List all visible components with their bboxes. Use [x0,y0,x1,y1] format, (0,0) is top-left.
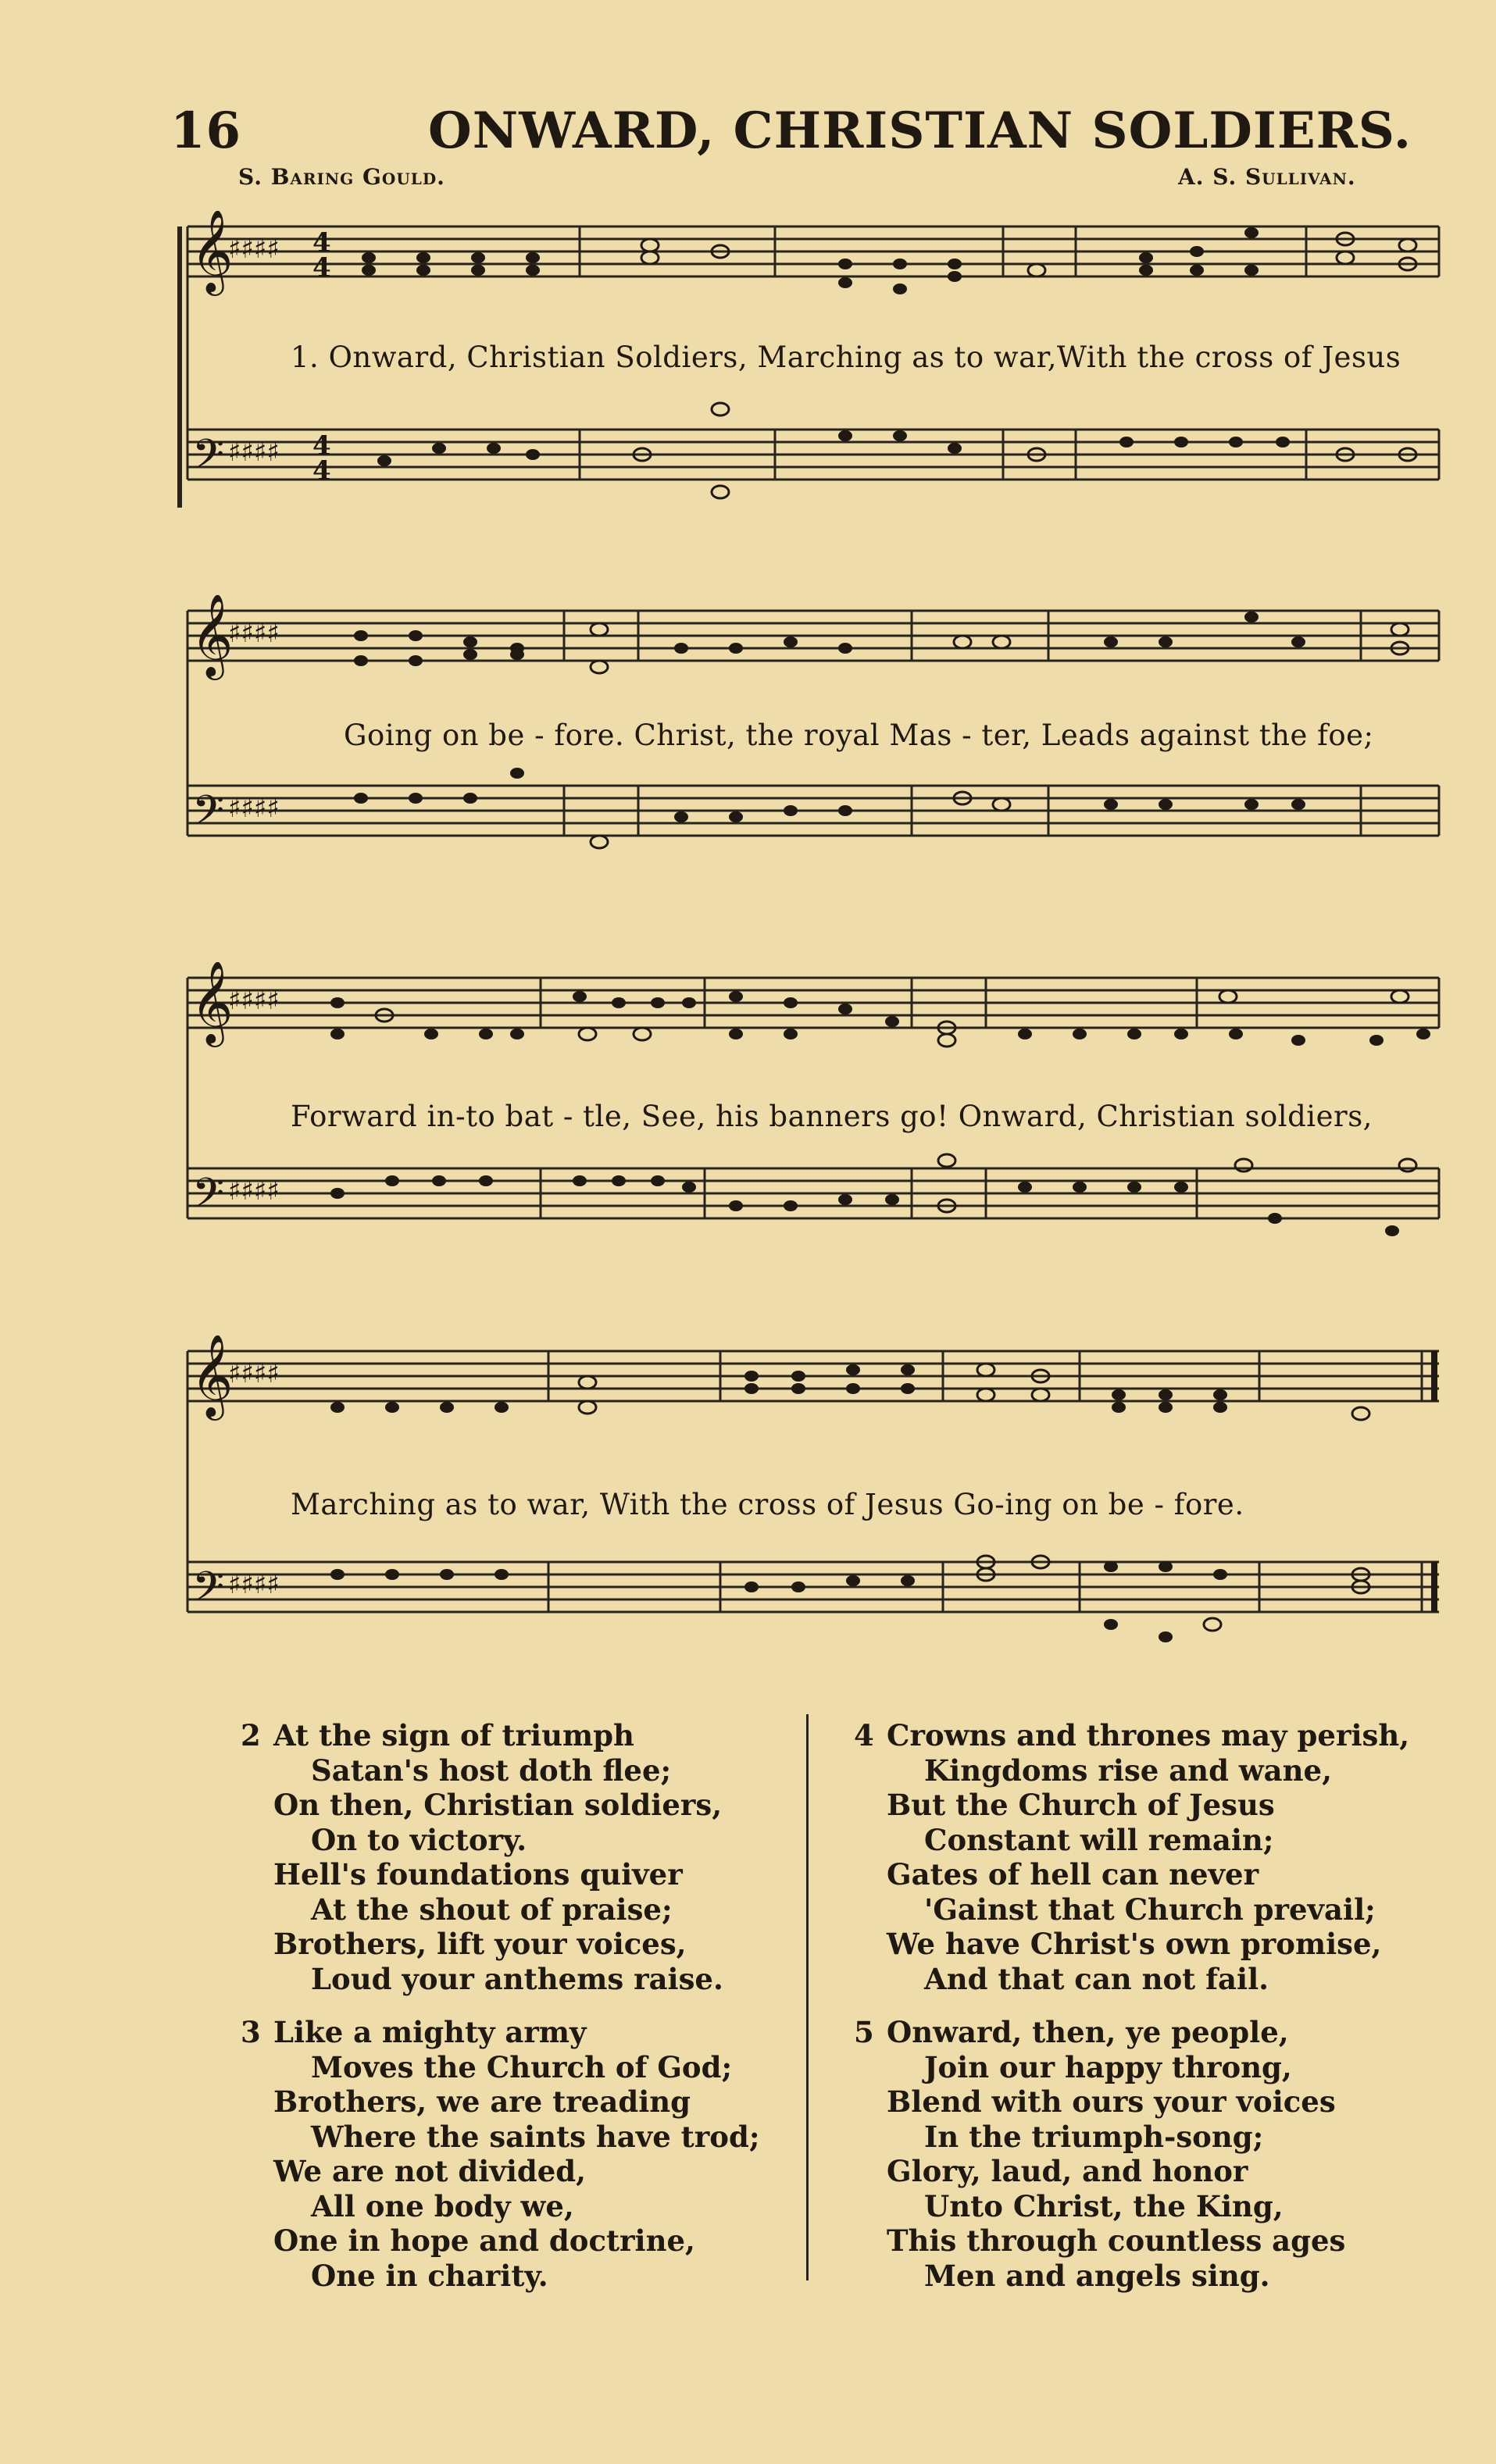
stanza-line: We have Christ's own promise, [887,1927,1382,1961]
stanza-line: At the sign of triumph [273,1718,634,1753]
lyric-line-4: Marching as to war, With the cross of Jesus Go-ing on be - fore. [291,1488,1244,1521]
svg-text:4: 4 [312,252,331,283]
stanza-line: Onward, then, ye people, [887,2015,1289,2049]
svg-text:♯♯♯♯: ♯♯♯♯ [228,1358,280,1389]
svg-text:4: 4 [312,430,331,462]
stanza-line: And that can not fail. [924,1961,1269,1996]
svg-text:𝄢: 𝄢 [192,431,225,489]
stanza-line: One in hope and doctrine, [273,2223,695,2258]
stanza-line: Blend with ours your voices [887,2084,1336,2119]
svg-text:♯♯♯♯: ♯♯♯♯ [228,437,280,468]
stanza-line: Join our happy throng, [924,2049,1292,2084]
lyric-line-1: 1. Onward, Christian Soldiers, Marching as to war,With the cross of Jesus [291,341,1401,374]
page-number: 16 [170,102,242,160]
stanza-line: Loud your anthems raise. [311,1961,723,1996]
svg-text:𝄢: 𝄢 [192,1170,225,1228]
svg-text:𝄞: 𝄞 [191,211,234,292]
stanza-line: On then, Christian soldiers, [273,1788,723,1822]
stanza-line: Men and angels sing. [924,2258,1270,2293]
stanza-line: Moves the Church of God; [311,2049,733,2084]
stanza-4 [854,1718,1410,1996]
stanza-line: Glory, laud, and honor [887,2154,1248,2188]
svg-text:4: 4 [312,227,331,259]
stanza-line: Like a mighty army [273,2015,587,2049]
svg-text:𝄞: 𝄞 [191,1335,234,1417]
stanza-2 [241,1718,723,1996]
stanza-line: Kingdoms rise and wane, [924,1753,1332,1788]
svg-text:♯♯♯♯: ♯♯♯♯ [228,1569,280,1600]
column-divider [806,1714,809,2280]
stanza-line: Where the saints have trod; [311,2119,760,2154]
stanza-line: But the Church of Jesus [887,1788,1275,1822]
stanza-line: Constant will remain; [924,1822,1274,1857]
stanza-line: This through countless ages [887,2223,1346,2258]
stanza-line: On to victory. [311,1822,527,1857]
stanza-line: Crowns and thrones may perish, [887,1718,1410,1753]
svg-text:𝄞: 𝄞 [191,595,234,676]
svg-text:♯♯♯♯: ♯♯♯♯ [228,234,280,265]
svg-text:♯♯♯♯: ♯♯♯♯ [228,618,280,649]
stanza-line: 'Gainst that Church prevail; [924,1892,1376,1927]
svg-text:♯♯♯♯: ♯♯♯♯ [228,985,280,1016]
stanza-3 [241,2015,760,2293]
svg-text:𝄞: 𝄞 [191,962,234,1043]
stanza-line: Unto Christ, the King, [924,2188,1284,2223]
stanza-line: In the triumph-song; [924,2119,1264,2154]
stanza-line: We are not divided, [273,2154,587,2188]
stanza-line: Gates of hell can never [887,1857,1259,1892]
stanza-number: 5 [854,2015,874,2049]
stanza-number: 4 [854,1718,874,1753]
stanza-5 [854,2015,1346,2293]
svg-text:𝄢: 𝄢 [192,1564,225,1621]
stanza-line: Hell's foundations quiver [273,1857,683,1892]
svg-text:4: 4 [312,455,331,487]
svg-text:♯♯♯♯: ♯♯♯♯ [228,1175,280,1207]
stanza-line: At the shout of praise; [311,1892,673,1927]
hymn-title: ONWARD, CHRISTIAN SOLDIERS. [428,102,1412,160]
lyric-line-2: Going on be - fore. Christ, the royal Mas - ter, Leads against the foe; [344,719,1374,752]
stanza-number: 2 [241,1718,261,1753]
composer-credit: A. S. Sullivan. [1178,164,1356,190]
stanza-line: All one body we, [311,2188,574,2223]
lyric-line-3: Forward in-to bat - tle, See, his banners go! Onward, Christian soldiers, [291,1100,1373,1133]
lyricist-credit: S. Baring Gould. [238,164,445,190]
svg-text:𝄢: 𝄢 [192,787,225,845]
stanza-line: One in charity. [311,2258,548,2293]
stanza-line: Brothers, we are treading [273,2084,691,2119]
stanza-number: 3 [241,2015,261,2049]
stanza-line: Satan's host doth flee; [311,1753,672,1788]
svg-text:♯♯♯♯: ♯♯♯♯ [228,793,280,824]
stanza-line: Brothers, lift your voices, [273,1927,687,1961]
